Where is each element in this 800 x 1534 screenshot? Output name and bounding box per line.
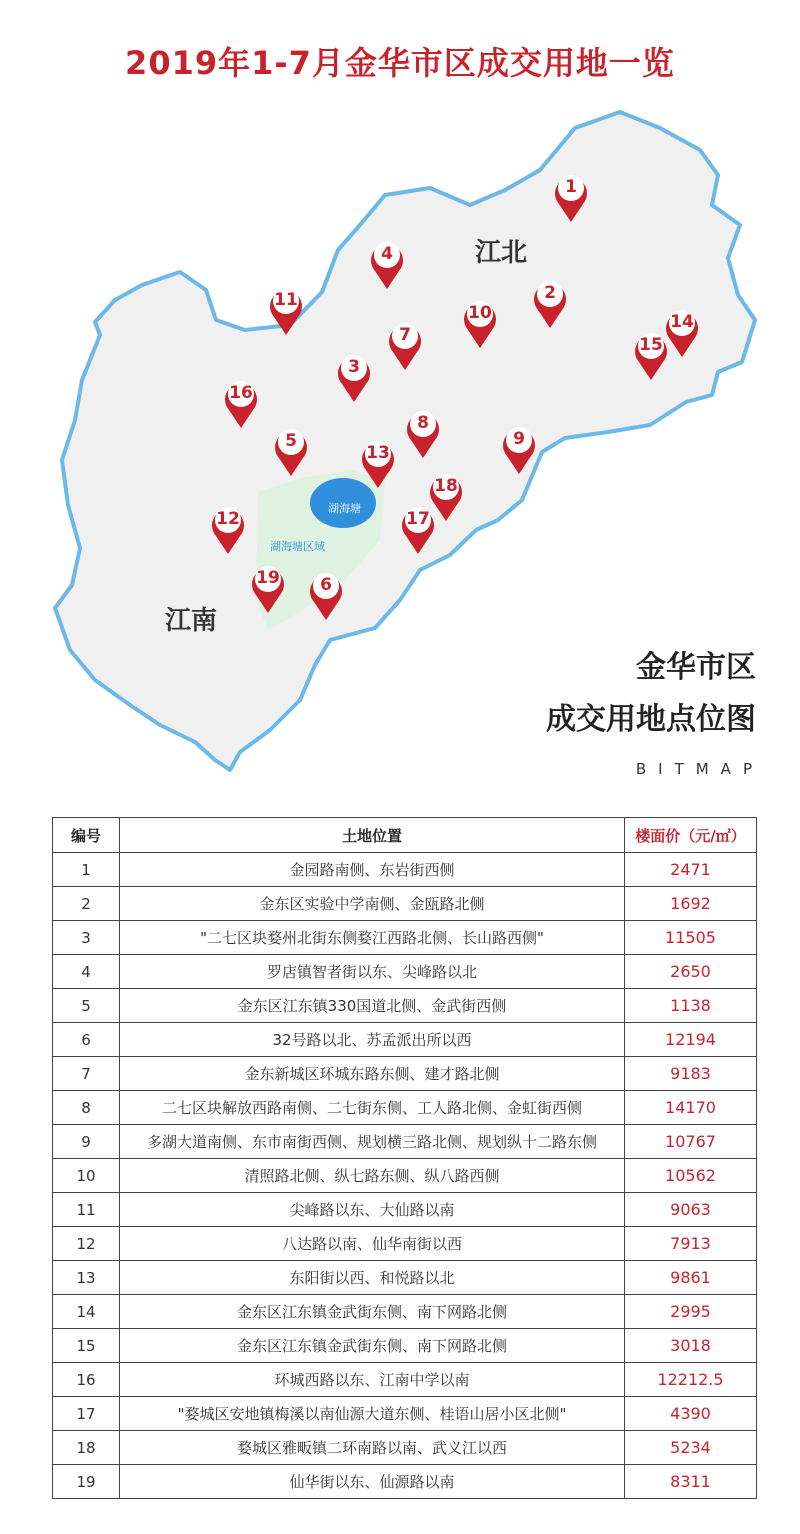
cell-num: 12 <box>53 1227 120 1261</box>
map-pin-label: 4 <box>381 244 393 264</box>
cell-price: 12194 <box>625 1023 757 1057</box>
map-pin-label: 13 <box>366 443 390 463</box>
cell-location: 多湖大道南侧、东市南街西侧、规划横三路北侧、规划纵十二路东侧 <box>120 1125 625 1159</box>
table-row <box>53 989 757 1023</box>
brand-label: BITMAP <box>635 760 764 778</box>
land-transactions-table <box>52 817 757 1499</box>
cell-num: 8 <box>53 1091 120 1125</box>
map-pin-label: 5 <box>285 431 297 451</box>
cell-num: 11 <box>53 1193 120 1227</box>
table-row <box>53 1465 757 1499</box>
cell-num: 6 <box>53 1023 120 1057</box>
cell-num: 5 <box>53 989 120 1023</box>
table-row <box>53 1329 757 1363</box>
region-label-north: 江北 <box>475 238 528 268</box>
map-pin-label: 6 <box>320 575 332 595</box>
header-location: 土地位置 <box>120 818 625 853</box>
map-pin-9[interactable] <box>500 422 538 476</box>
map-pin-1[interactable] <box>552 170 590 224</box>
cell-num: 15 <box>53 1329 120 1363</box>
table-header-row <box>53 818 757 853</box>
map-pin-label: 12 <box>216 509 240 529</box>
map-caption-city: 金华市区 <box>636 650 756 685</box>
map-pin-3[interactable] <box>335 350 373 404</box>
table-row <box>53 1397 757 1431</box>
table-row <box>53 1057 757 1091</box>
map-caption-subtitle: 成交用地点位图 <box>546 702 756 737</box>
zone-label: 湖海塘区域 <box>270 540 325 553</box>
map-pin-label: 19 <box>256 568 280 588</box>
cell-price: 2995 <box>625 1295 757 1329</box>
map-pin-10[interactable] <box>461 296 499 350</box>
map-pin-label: 9 <box>513 429 525 449</box>
header-price: 楼面价（元/㎡） <box>625 818 757 853</box>
map-pin-label: 8 <box>417 413 429 433</box>
table-row <box>53 1159 757 1193</box>
table-row <box>53 853 757 887</box>
map-pin-5[interactable] <box>272 424 310 478</box>
cell-location: 清照路北侧、纵七路东侧、纵八路西侧 <box>120 1159 625 1193</box>
table-row <box>53 1261 757 1295</box>
table-row <box>53 921 757 955</box>
cell-location: 八达路以南、仙华南街以西 <box>120 1227 625 1261</box>
map-pin-7[interactable] <box>386 318 424 372</box>
cell-price: 8311 <box>625 1465 757 1499</box>
table-row <box>53 1193 757 1227</box>
table-row <box>53 1431 757 1465</box>
table-row <box>53 955 757 989</box>
map-pin-19[interactable] <box>249 561 287 615</box>
cell-num: 17 <box>53 1397 120 1431</box>
map-pin-8[interactable] <box>404 406 442 460</box>
cell-location: "婺城区安地镇梅溪以南仙源大道东侧、桂语山居小区北侧" <box>120 1397 625 1431</box>
map-pin-6[interactable] <box>307 568 345 622</box>
cell-price: 1138 <box>625 989 757 1023</box>
cell-price: 10767 <box>625 1125 757 1159</box>
map-pin-label: 10 <box>468 303 492 323</box>
cell-price: 11505 <box>625 921 757 955</box>
cell-location: 环城西路以东、江南中学以南 <box>120 1363 625 1397</box>
cell-num: 7 <box>53 1057 120 1091</box>
cell-price: 1692 <box>625 887 757 921</box>
cell-location: 婺城区雅畈镇二环南路以南、武义江以西 <box>120 1431 625 1465</box>
cell-num: 19 <box>53 1465 120 1499</box>
table-row <box>53 887 757 921</box>
cell-location: 32号路以北、苏孟派出所以西 <box>120 1023 625 1057</box>
region-label-south: 江南 <box>165 606 218 636</box>
cell-price: 4390 <box>625 1397 757 1431</box>
table-row <box>53 1363 757 1397</box>
cell-price: 5234 <box>625 1431 757 1465</box>
cell-price: 9063 <box>625 1193 757 1227</box>
cell-num: 4 <box>53 955 120 989</box>
cell-price: 2650 <box>625 955 757 989</box>
map-pin-13[interactable] <box>359 436 397 490</box>
table-row <box>53 1125 757 1159</box>
cell-num: 9 <box>53 1125 120 1159</box>
cell-price: 10562 <box>625 1159 757 1193</box>
cell-location: 金东新城区环城东路东侧、建才路北侧 <box>120 1057 625 1091</box>
cell-price: 9861 <box>625 1261 757 1295</box>
cell-location: 二七区块解放西路南侧、二七街东侧、工人路北侧、金虹街西侧 <box>120 1091 625 1125</box>
map-pin-label: 3 <box>348 357 360 377</box>
table-row <box>53 1295 757 1329</box>
cell-location: 尖峰路以东、大仙路以南 <box>120 1193 625 1227</box>
map-pin-label: 18 <box>434 476 458 496</box>
map-pin-4[interactable] <box>368 237 406 291</box>
table-row <box>53 1023 757 1057</box>
cell-location: 金园路南侧、东岩街西侧 <box>120 853 625 887</box>
map-pin-label: 17 <box>406 509 430 529</box>
table-row <box>53 1091 757 1125</box>
map-pin-11[interactable] <box>267 283 305 337</box>
cell-num: 1 <box>53 853 120 887</box>
header-num: 编号 <box>53 818 120 853</box>
cell-price: 2471 <box>625 853 757 887</box>
map-pin-label: 15 <box>639 335 663 355</box>
cell-num: 10 <box>53 1159 120 1193</box>
cell-location: 金东区江东镇金武街东侧、南下网路北侧 <box>120 1295 625 1329</box>
map-pin-12[interactable] <box>209 502 247 556</box>
map-pin-label: 2 <box>544 283 556 303</box>
map-pin-label: 16 <box>229 383 253 403</box>
cell-location: 罗店镇智者街以东、尖峰路以北 <box>120 955 625 989</box>
map-pin-2[interactable] <box>531 276 569 330</box>
cell-num: 14 <box>53 1295 120 1329</box>
cell-price: 7913 <box>625 1227 757 1261</box>
map-pin-label: 11 <box>274 290 298 310</box>
cell-price: 9183 <box>625 1057 757 1091</box>
cell-num: 3 <box>53 921 120 955</box>
cell-price: 14170 <box>625 1091 757 1125</box>
cell-price: 3018 <box>625 1329 757 1363</box>
page-title: 2019年1-7月金华市区成交用地一览 <box>125 44 675 82</box>
cell-location: 金东区江东镇金武街东侧、南下网路北侧 <box>120 1329 625 1363</box>
cell-num: 16 <box>53 1363 120 1397</box>
cell-num: 2 <box>53 887 120 921</box>
cell-num: 18 <box>53 1431 120 1465</box>
map-pin-15[interactable] <box>632 328 670 382</box>
table-row <box>53 1227 757 1261</box>
lake-label: 湖海塘 <box>328 502 361 515</box>
cell-location: 东阳街以西、和悦路以北 <box>120 1261 625 1295</box>
map-pin-16[interactable] <box>222 376 260 430</box>
map-pin-label: 14 <box>670 312 694 332</box>
cell-location: 仙华街以东、仙源路以南 <box>120 1465 625 1499</box>
cell-price: 12212.5 <box>625 1363 757 1397</box>
map-pin-label: 7 <box>399 325 411 345</box>
map-pin-18[interactable] <box>427 469 465 523</box>
map-pin-label: 1 <box>565 177 577 197</box>
cell-location: 金东区实验中学南侧、金瓯路北侧 <box>120 887 625 921</box>
cell-location: 金东区江东镇330国道北侧、金武街西侧 <box>120 989 625 1023</box>
cell-num: 13 <box>53 1261 120 1295</box>
cell-location: "二七区块婺州北街东侧婺江西路北侧、长山路西侧" <box>120 921 625 955</box>
